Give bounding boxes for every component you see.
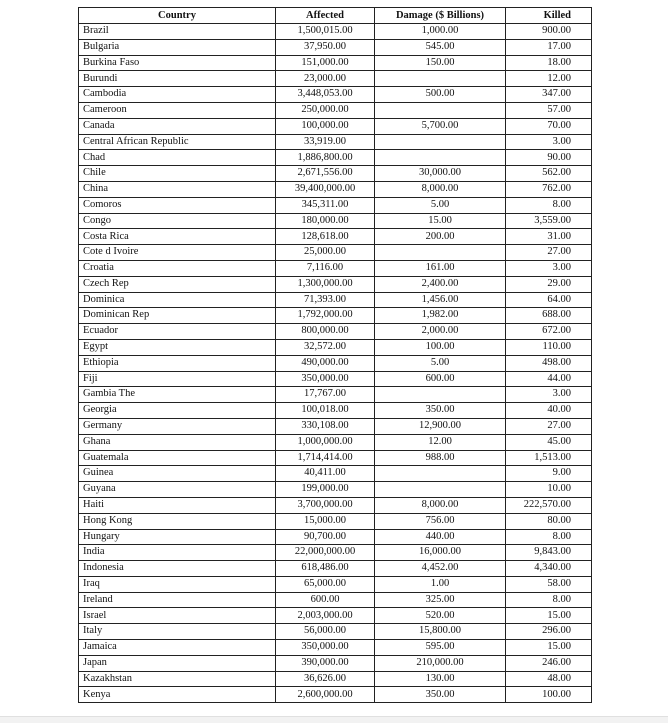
cell-damage: 500.00: [375, 87, 506, 103]
cell-country: Croatia: [79, 260, 276, 276]
cell-killed: 296.00: [506, 624, 592, 640]
table-row: [79, 87, 592, 103]
cell-damage: 4,452.00: [375, 561, 506, 577]
cell-affected: 1,300,000.00: [276, 276, 375, 292]
table-row: [79, 166, 592, 182]
cell-affected: 1,714,414.00: [276, 450, 375, 466]
cell-affected: 25,000.00: [276, 245, 375, 261]
table-row: [79, 576, 592, 592]
cell-killed: 40.00: [506, 403, 592, 419]
table-row: [79, 339, 592, 355]
table-row: [79, 403, 592, 419]
cell-affected: 390,000.00: [276, 655, 375, 671]
cell-damage: [375, 245, 506, 261]
cell-damage: 12,900.00: [375, 418, 506, 434]
cell-affected: 40,411.00: [276, 466, 375, 482]
cell-damage: [375, 482, 506, 498]
cell-affected: 350,000.00: [276, 371, 375, 387]
cell-damage: 130.00: [375, 671, 506, 687]
table-row: [79, 371, 592, 387]
cell-damage: 600.00: [375, 371, 506, 387]
cell-affected: 100,000.00: [276, 118, 375, 134]
cell-damage: 325.00: [375, 592, 506, 608]
cell-damage: 1,982.00: [375, 308, 506, 324]
table-row: [79, 529, 592, 545]
cell-damage: 15.00: [375, 213, 506, 229]
table-row: [79, 450, 592, 466]
cell-damage: 12.00: [375, 434, 506, 450]
table-row: [79, 276, 592, 292]
cell-damage: 161.00: [375, 260, 506, 276]
cell-killed: 15.00: [506, 608, 592, 624]
cell-affected: 151,000.00: [276, 55, 375, 71]
cell-damage: 5,700.00: [375, 118, 506, 134]
cell-country: Jamaica: [79, 640, 276, 656]
disaster-data-table: [78, 7, 592, 703]
cell-killed: 8.00: [506, 197, 592, 213]
cell-affected: 1,886,800.00: [276, 150, 375, 166]
cell-killed: 12.00: [506, 71, 592, 87]
cell-country: Israel: [79, 608, 276, 624]
cell-damage: 2,400.00: [375, 276, 506, 292]
cell-killed: 3.00: [506, 260, 592, 276]
cell-country: Chile: [79, 166, 276, 182]
table-row: [79, 592, 592, 608]
cell-country: China: [79, 181, 276, 197]
cell-country: Germany: [79, 418, 276, 434]
cell-killed: 64.00: [506, 292, 592, 308]
table-row: [79, 497, 592, 513]
cell-killed: 3,559.00: [506, 213, 592, 229]
cell-damage: 350.00: [375, 403, 506, 419]
cell-country: Kazakhstan: [79, 671, 276, 687]
cell-damage: 5.00: [375, 197, 506, 213]
cell-country: Canada: [79, 118, 276, 134]
cell-killed: 3.00: [506, 387, 592, 403]
cell-damage: [375, 387, 506, 403]
cell-killed: 900.00: [506, 24, 592, 40]
cell-country: Ecuador: [79, 324, 276, 340]
cell-damage: 756.00: [375, 513, 506, 529]
cell-affected: 7,116.00: [276, 260, 375, 276]
cell-killed: 70.00: [506, 118, 592, 134]
table-body: [79, 24, 592, 703]
cell-country: Guyana: [79, 482, 276, 498]
cell-affected: 250,000.00: [276, 102, 375, 118]
cell-country: Comoros: [79, 197, 276, 213]
table-row: [79, 292, 592, 308]
cell-killed: 110.00: [506, 339, 592, 355]
table-row: [79, 418, 592, 434]
table-row: [79, 134, 592, 150]
cell-affected: 2,600,000.00: [276, 687, 375, 703]
cell-affected: 65,000.00: [276, 576, 375, 592]
cell-affected: 2,003,000.00: [276, 608, 375, 624]
cell-killed: 29.00: [506, 276, 592, 292]
cell-killed: 31.00: [506, 229, 592, 245]
cell-damage: 16,000.00: [375, 545, 506, 561]
cell-country: Egypt: [79, 339, 276, 355]
cell-damage: 8,000.00: [375, 181, 506, 197]
cell-country: Burkina Faso: [79, 55, 276, 71]
cell-damage: [375, 134, 506, 150]
cell-affected: 37,950.00: [276, 39, 375, 55]
cell-damage: 1,456.00: [375, 292, 506, 308]
table-row: [79, 71, 592, 87]
cell-damage: 1,000.00: [375, 24, 506, 40]
cell-killed: 100.00: [506, 687, 592, 703]
cell-country: Cameroon: [79, 102, 276, 118]
cell-affected: 3,700,000.00: [276, 497, 375, 513]
cell-country: Hungary: [79, 529, 276, 545]
table-row: [79, 434, 592, 450]
table-row: [79, 118, 592, 134]
cell-affected: 345,311.00: [276, 197, 375, 213]
cell-killed: 57.00: [506, 102, 592, 118]
header-country: Country: [79, 8, 276, 24]
cell-killed: 1,513.00: [506, 450, 592, 466]
cell-country: Costa Rica: [79, 229, 276, 245]
cell-killed: 498.00: [506, 355, 592, 371]
cell-country: Congo: [79, 213, 276, 229]
cell-country: Haiti: [79, 497, 276, 513]
cell-damage: 150.00: [375, 55, 506, 71]
table-row: [79, 308, 592, 324]
table-row: [79, 624, 592, 640]
cell-affected: 22,000,000.00: [276, 545, 375, 561]
cell-killed: 18.00: [506, 55, 592, 71]
cell-damage: [375, 466, 506, 482]
table-row: [79, 39, 592, 55]
cell-damage: [375, 102, 506, 118]
cell-country: Chad: [79, 150, 276, 166]
cell-affected: 618,486.00: [276, 561, 375, 577]
table-row: [79, 355, 592, 371]
cell-country: Kenya: [79, 687, 276, 703]
table-row: [79, 608, 592, 624]
cell-killed: 3.00: [506, 134, 592, 150]
cell-country: Cambodia: [79, 87, 276, 103]
cell-country: Hong Kong: [79, 513, 276, 529]
cell-affected: 90,700.00: [276, 529, 375, 545]
cell-country: Dominica: [79, 292, 276, 308]
cell-killed: 9,843.00: [506, 545, 592, 561]
cell-damage: 210,000.00: [375, 655, 506, 671]
cell-damage: 200.00: [375, 229, 506, 245]
table-header: [79, 8, 592, 24]
cell-affected: 56,000.00: [276, 624, 375, 640]
table-row: [79, 545, 592, 561]
cell-country: Guatemala: [79, 450, 276, 466]
table-row: [79, 640, 592, 656]
cell-damage: 100.00: [375, 339, 506, 355]
cell-affected: 17,767.00: [276, 387, 375, 403]
cell-affected: 199,000.00: [276, 482, 375, 498]
cell-affected: 32,572.00: [276, 339, 375, 355]
header-damage: Damage ($ Billions): [375, 8, 506, 24]
cell-damage: [375, 71, 506, 87]
cell-damage: 440.00: [375, 529, 506, 545]
cell-affected: 23,000.00: [276, 71, 375, 87]
header-affected: Affected: [276, 8, 375, 24]
cell-damage: 5.00: [375, 355, 506, 371]
header-killed: Killed: [506, 8, 592, 24]
cell-country: Brazil: [79, 24, 276, 40]
cell-country: Bulgaria: [79, 39, 276, 55]
cell-killed: 45.00: [506, 434, 592, 450]
table-row: [79, 671, 592, 687]
cell-damage: 1.00: [375, 576, 506, 592]
cell-killed: 688.00: [506, 308, 592, 324]
cell-affected: 330,108.00: [276, 418, 375, 434]
table-row: [79, 181, 592, 197]
cell-country: Burundi: [79, 71, 276, 87]
table-row: [79, 24, 592, 40]
table-row: [79, 213, 592, 229]
cell-affected: 600.00: [276, 592, 375, 608]
cell-killed: 17.00: [506, 39, 592, 55]
cell-country: Gambia The: [79, 387, 276, 403]
cell-country: Fiji: [79, 371, 276, 387]
cell-damage: 545.00: [375, 39, 506, 55]
cell-killed: 90.00: [506, 150, 592, 166]
cell-country: Italy: [79, 624, 276, 640]
cell-country: Cote d Ivoire: [79, 245, 276, 261]
table-row: [79, 482, 592, 498]
cell-country: Indonesia: [79, 561, 276, 577]
cell-killed: 27.00: [506, 418, 592, 434]
cell-country: Ghana: [79, 434, 276, 450]
table-row: [79, 245, 592, 261]
cell-affected: 128,618.00: [276, 229, 375, 245]
cell-country: Georgia: [79, 403, 276, 419]
table-row: [79, 387, 592, 403]
cell-affected: 490,000.00: [276, 355, 375, 371]
cell-killed: 222,570.00: [506, 497, 592, 513]
cell-killed: 15.00: [506, 640, 592, 656]
cell-country: Ireland: [79, 592, 276, 608]
cell-killed: 246.00: [506, 655, 592, 671]
cell-killed: 58.00: [506, 576, 592, 592]
cell-damage: 988.00: [375, 450, 506, 466]
table-row: [79, 150, 592, 166]
table-row: [79, 55, 592, 71]
cell-killed: 8.00: [506, 529, 592, 545]
cell-affected: 350,000.00: [276, 640, 375, 656]
cell-killed: 10.00: [506, 482, 592, 498]
cell-damage: 8,000.00: [375, 497, 506, 513]
table-row: [79, 102, 592, 118]
cell-damage: 30,000.00: [375, 166, 506, 182]
table-row: [79, 260, 592, 276]
cell-country: Japan: [79, 655, 276, 671]
cell-killed: 44.00: [506, 371, 592, 387]
cell-killed: 347.00: [506, 87, 592, 103]
cell-country: Guinea: [79, 466, 276, 482]
table-row: [79, 513, 592, 529]
cell-killed: 9.00: [506, 466, 592, 482]
cell-affected: 36,626.00: [276, 671, 375, 687]
cell-affected: 71,393.00: [276, 292, 375, 308]
cell-killed: 48.00: [506, 671, 592, 687]
cell-affected: 2,671,556.00: [276, 166, 375, 182]
table-row: [79, 466, 592, 482]
cell-country: Iraq: [79, 576, 276, 592]
cell-affected: 3,448,053.00: [276, 87, 375, 103]
cell-affected: 15,000.00: [276, 513, 375, 529]
cell-damage: 350.00: [375, 687, 506, 703]
table-row: [79, 655, 592, 671]
cell-affected: 1,500,015.00: [276, 24, 375, 40]
cell-affected: 800,000.00: [276, 324, 375, 340]
cell-damage: 15,800.00: [375, 624, 506, 640]
cell-affected: 1,792,000.00: [276, 308, 375, 324]
cell-affected: 33,919.00: [276, 134, 375, 150]
cell-killed: 672.00: [506, 324, 592, 340]
cell-affected: 39,400,000.00: [276, 181, 375, 197]
cell-killed: 4,340.00: [506, 561, 592, 577]
cell-killed: 27.00: [506, 245, 592, 261]
cell-country: Ethiopia: [79, 355, 276, 371]
cell-killed: 562.00: [506, 166, 592, 182]
table-row: [79, 687, 592, 703]
cell-affected: 180,000.00: [276, 213, 375, 229]
cell-country: Czech Rep: [79, 276, 276, 292]
cell-damage: 520.00: [375, 608, 506, 624]
table-row: [79, 324, 592, 340]
cell-country: Dominican Rep: [79, 308, 276, 324]
cell-killed: 80.00: [506, 513, 592, 529]
cell-affected: 100,018.00: [276, 403, 375, 419]
cell-damage: 595.00: [375, 640, 506, 656]
table-row: [79, 229, 592, 245]
cell-affected: 1,000,000.00: [276, 434, 375, 450]
table-row: [79, 197, 592, 213]
cell-killed: 8.00: [506, 592, 592, 608]
cell-country: India: [79, 545, 276, 561]
cell-damage: [375, 150, 506, 166]
table-row: [79, 561, 592, 577]
cell-country: Central African Republic: [79, 134, 276, 150]
cell-killed: 762.00: [506, 181, 592, 197]
cell-damage: 2,000.00: [375, 324, 506, 340]
header-row: [79, 8, 592, 24]
